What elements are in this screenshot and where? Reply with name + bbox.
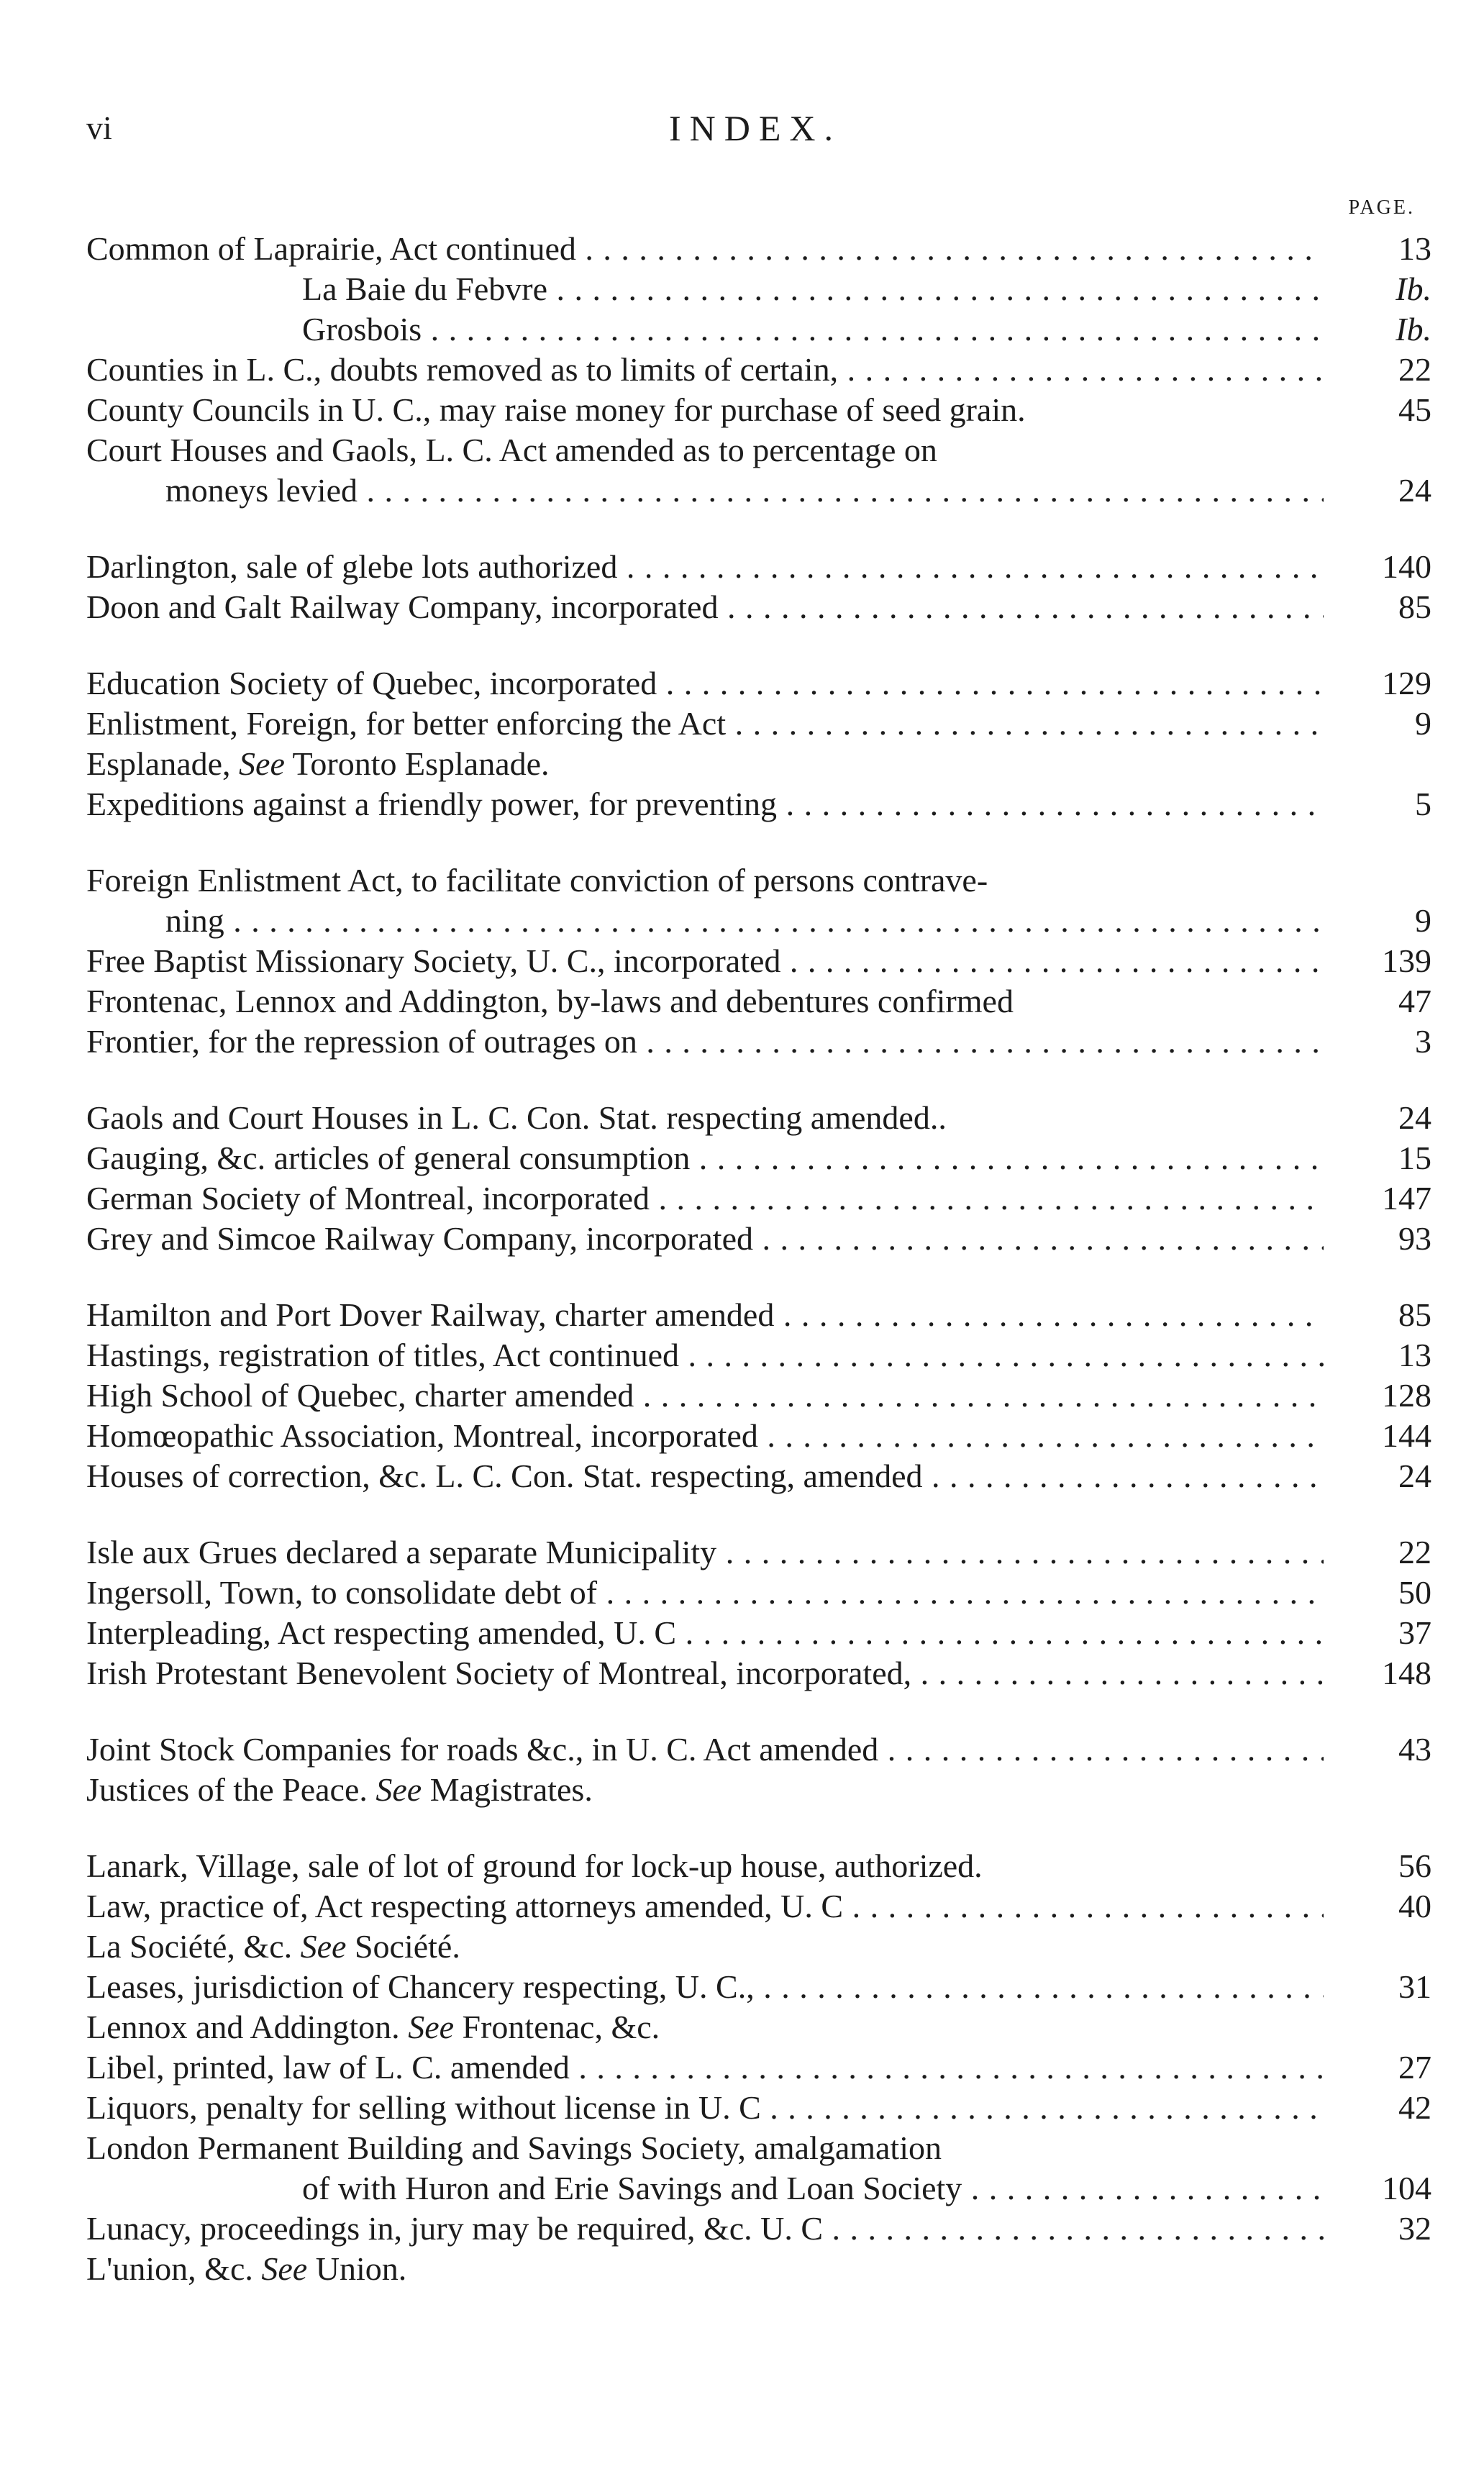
page-reference: 5 bbox=[1415, 786, 1431, 822]
page-reference: 42 bbox=[1398, 2089, 1431, 2126]
entry-text bbox=[86, 744, 1324, 784]
entry-text bbox=[86, 663, 1324, 704]
entry-heading: Libel, printed, law of L. C. amended . . . bbox=[86, 2047, 1324, 2088]
page-reference: 24 bbox=[1398, 472, 1431, 509]
page-reference: 24 bbox=[1398, 1099, 1431, 1136]
page-reference: 47 bbox=[1398, 983, 1431, 1019]
entry-heading: Frontenac, Lennox and Addington, by-laws and debentures confirmed bbox=[86, 983, 1014, 1019]
index-entry bbox=[86, 587, 1431, 627]
page-reference: 13 bbox=[1398, 230, 1431, 267]
page-reference: 139 bbox=[1382, 942, 1431, 979]
see-reference: See bbox=[408, 2009, 455, 2045]
entry-heading: Common of Laprairie, Act continued . . . bbox=[86, 229, 1324, 269]
entry-text bbox=[86, 587, 1324, 627]
index-group bbox=[86, 1846, 1431, 2289]
entry-text bbox=[86, 704, 1324, 744]
index-group bbox=[86, 1098, 1431, 1259]
page-reference: Ib. bbox=[1396, 311, 1431, 347]
entry-text bbox=[86, 1098, 1324, 1138]
entry-text bbox=[86, 1178, 1324, 1219]
index-entry bbox=[86, 704, 1431, 744]
entry-heading: German Society of Montreal, incorporated . . . bbox=[86, 1178, 1324, 1219]
see-target: Société. bbox=[346, 1928, 460, 1965]
index-entry bbox=[86, 744, 1431, 784]
entry-text bbox=[86, 2047, 1324, 2088]
entry-text bbox=[86, 2209, 1324, 2249]
entry-heading: Doon and Galt Railway Company, incorporated . . . bbox=[86, 587, 1324, 627]
entry-text bbox=[86, 1416, 1324, 1456]
index-group bbox=[86, 1532, 1431, 1693]
entry-text bbox=[86, 390, 1324, 430]
page-number: vi bbox=[86, 109, 112, 146]
entry-text bbox=[86, 1532, 1324, 1573]
index-group bbox=[86, 860, 1431, 1062]
index-entry bbox=[86, 2088, 1431, 2128]
see-target: Magistrates. bbox=[422, 1771, 593, 1808]
index-entry bbox=[86, 2249, 1431, 2289]
entry-continuation: of with Huron and Erie Savings and Loan Society . . . bbox=[86, 2168, 1324, 2209]
page-reference: 40 bbox=[1398, 1888, 1431, 1924]
page-reference: 148 bbox=[1382, 1655, 1431, 1691]
entry-heading: High School of Quebec, charter amended . . . bbox=[86, 1376, 1324, 1416]
entry-heading: Frontier, for the repression of outrages on . . . bbox=[86, 1022, 1324, 1062]
page-reference: 9 bbox=[1415, 705, 1431, 742]
entry-text bbox=[86, 1927, 1324, 1967]
index-entry bbox=[86, 1178, 1431, 1219]
entry-text bbox=[86, 2007, 1324, 2047]
entry-text bbox=[86, 860, 1324, 941]
entry-heading: Foreign Enlistment Act, to facilitate conviction of persons contrave- bbox=[86, 862, 988, 899]
entry-heading: Gaols and Court Houses in L. C. Con. Stat. respecting amended.. bbox=[86, 1099, 947, 1136]
entry-text bbox=[86, 1967, 1324, 2007]
entry-heading: Counties in L. C., doubts removed as to limits of certain, . . . bbox=[86, 350, 1324, 390]
see-target: Union. bbox=[307, 2250, 407, 2287]
entry-text bbox=[86, 1138, 1324, 1178]
page-reference: 27 bbox=[1398, 2049, 1431, 2086]
entry-heading: London Permanent Building and Savings Society, amalgamation bbox=[86, 2129, 942, 2166]
entry-heading: Homœopathic Association, Montreal, incorporated . . . bbox=[86, 1416, 1324, 1456]
index-entry bbox=[86, 1138, 1431, 1178]
index-entry bbox=[86, 1927, 1431, 1967]
index-entry bbox=[86, 390, 1431, 430]
page-reference: 43 bbox=[1398, 1731, 1431, 1768]
page-reference: 140 bbox=[1382, 548, 1431, 585]
entry-heading: La Baie du Febvre . . . bbox=[302, 269, 1324, 309]
index-entry bbox=[86, 1335, 1431, 1376]
index-entry bbox=[86, 1532, 1431, 1573]
page-reference: 85 bbox=[1398, 588, 1431, 625]
page-reference: Ib. bbox=[1396, 270, 1431, 307]
entry-heading: Lennox and Addington. bbox=[86, 2009, 409, 2045]
entry-continuation: ning . . . bbox=[86, 901, 1324, 941]
entry-text bbox=[86, 784, 1324, 824]
index-entry bbox=[86, 2128, 1431, 2209]
entry-text bbox=[86, 981, 1324, 1022]
index-entry bbox=[86, 229, 1431, 269]
entry-text bbox=[86, 2128, 1324, 2209]
see-reference: See bbox=[375, 1771, 422, 1808]
page-reference: 31 bbox=[1398, 1968, 1431, 2005]
entry-heading: Gauging, &c. articles of general consumption . . . bbox=[86, 1138, 1324, 1178]
entry-heading: La Société, &c. bbox=[86, 1928, 301, 1965]
entry-text bbox=[86, 1456, 1324, 1496]
entry-heading: Hamilton and Port Dover Railway, charter amended . . . bbox=[86, 1295, 1324, 1335]
index-group bbox=[86, 547, 1431, 627]
index-entry bbox=[86, 1846, 1431, 1886]
index-entry bbox=[86, 1098, 1431, 1138]
page-reference: 13 bbox=[1398, 1337, 1431, 1373]
index-list bbox=[86, 229, 1431, 2325]
index-entry bbox=[86, 1613, 1431, 1653]
index-group bbox=[86, 663, 1431, 824]
index-entry bbox=[86, 784, 1431, 824]
index-entry bbox=[86, 1295, 1431, 1335]
entry-heading: Enlistment, Foreign, for better enforcing the Act . . . bbox=[86, 704, 1324, 744]
index-entry bbox=[86, 1770, 1431, 1810]
page-reference: 129 bbox=[1382, 665, 1431, 701]
entry-text bbox=[86, 269, 1324, 309]
entry-heading: Darlington, sale of glebe lots authorized . . . bbox=[86, 547, 1324, 587]
see-reference: See bbox=[261, 2250, 308, 2287]
index-entry bbox=[86, 981, 1431, 1022]
index-group bbox=[86, 229, 1431, 511]
page-column-label: PAGE. bbox=[1348, 196, 1415, 219]
entry-heading: Law, practice of, Act respecting attorneys amended, U. C . . . bbox=[86, 1886, 1324, 1927]
entry-heading: Interpleading, Act respecting amended, U. C . . . bbox=[86, 1613, 1324, 1653]
entry-text bbox=[86, 350, 1324, 390]
index-entry bbox=[86, 1022, 1431, 1062]
entry-heading: Grey and Simcoe Railway Company, incorporated . . . bbox=[86, 1219, 1324, 1259]
entry-heading: Justices of the Peace. bbox=[86, 1771, 376, 1808]
page-title: INDEX. bbox=[668, 108, 842, 148]
entry-text bbox=[86, 1653, 1324, 1693]
index-entry bbox=[86, 1886, 1431, 1927]
entry-text bbox=[86, 1886, 1324, 1927]
page-reference: 22 bbox=[1398, 1534, 1431, 1570]
page-reference: 9 bbox=[1415, 902, 1431, 939]
index-group bbox=[86, 1295, 1431, 1496]
index-entry bbox=[86, 1573, 1431, 1613]
index-entry bbox=[86, 309, 1431, 350]
entry-text bbox=[86, 1846, 1324, 1886]
see-reference: See bbox=[300, 1928, 347, 1965]
entry-text bbox=[86, 1376, 1324, 1416]
entry-heading: Hastings, registration of titles, Act continued . . . bbox=[86, 1335, 1324, 1376]
entry-text bbox=[86, 309, 1324, 350]
entry-heading: Education Society of Quebec, incorporated . . . bbox=[86, 663, 1324, 704]
entry-heading: Isle aux Grues declared a separate Municipality . . . bbox=[86, 1532, 1324, 1573]
page-reference: 45 bbox=[1398, 391, 1431, 428]
entry-text bbox=[86, 1219, 1324, 1259]
entry-heading: Liquors, penalty for selling without license in U. C . . . bbox=[86, 2088, 1324, 2128]
index-entry bbox=[86, 860, 1431, 941]
entry-text bbox=[86, 1770, 1324, 1810]
index-entry bbox=[86, 1456, 1431, 1496]
page-reference: 32 bbox=[1398, 2210, 1431, 2247]
index-entry bbox=[86, 941, 1431, 981]
index-entry bbox=[86, 269, 1431, 309]
entry-heading: Irish Protestant Benevolent Society of Montreal, incorporated, . . . bbox=[86, 1653, 1324, 1693]
see-target: Frontenac, &c. bbox=[454, 2009, 660, 2045]
entry-text bbox=[86, 1295, 1324, 1335]
entry-text bbox=[86, 1022, 1324, 1062]
index-group bbox=[86, 1729, 1431, 1810]
index-entry bbox=[86, 1653, 1431, 1693]
see-reference: See bbox=[239, 745, 285, 782]
entry-heading: Lanark, Village, sale of lot of ground for lock-up house, authorized. bbox=[86, 1847, 983, 1884]
entry-heading: Court Houses and Gaols, L. C. Act amended as to percentage on bbox=[86, 432, 937, 468]
entry-text bbox=[86, 229, 1324, 269]
entry-heading: Grosbois . . . bbox=[302, 309, 1324, 350]
index-entry bbox=[86, 1219, 1431, 1259]
entry-heading: Houses of correction, &c. L. C. Con. Stat. respecting, amended . . . bbox=[86, 1456, 1324, 1496]
entry-heading: Joint Stock Companies for roads &c., in U. C. Act amended . . . bbox=[86, 1729, 1324, 1770]
page-reference: 22 bbox=[1398, 351, 1431, 388]
entry-continuation: moneys levied . . . bbox=[86, 470, 1324, 511]
entry-heading: L'union, &c. bbox=[86, 2250, 262, 2287]
entry-text bbox=[86, 1335, 1324, 1376]
page-reference: 128 bbox=[1382, 1377, 1431, 1414]
entry-text bbox=[86, 2088, 1324, 2128]
entry-text bbox=[86, 547, 1324, 587]
entry-text bbox=[86, 430, 1324, 511]
see-target: Toronto Esplanade. bbox=[284, 745, 550, 782]
index-entry bbox=[86, 1416, 1431, 1456]
index-entry bbox=[86, 547, 1431, 587]
entry-heading: Lunacy, proceedings in, jury may be required, &c. U. C . . . bbox=[86, 2209, 1324, 2249]
index-entry bbox=[86, 350, 1431, 390]
page-reference: 15 bbox=[1398, 1140, 1431, 1176]
entry-heading: County Councils in U. C., may raise money for purchase of seed grain. bbox=[86, 391, 1026, 428]
entry-text bbox=[86, 1573, 1324, 1613]
entry-heading: Expeditions against a friendly power, for preventing . . . bbox=[86, 784, 1324, 824]
index-entry bbox=[86, 1376, 1431, 1416]
page-reference: 104 bbox=[1382, 2170, 1431, 2206]
index-entry bbox=[86, 2209, 1431, 2249]
page-reference: 144 bbox=[1382, 1417, 1431, 1454]
entry-heading: Esplanade, bbox=[86, 745, 240, 782]
entry-text bbox=[86, 941, 1324, 981]
index-entry bbox=[86, 430, 1431, 511]
index-entry bbox=[86, 663, 1431, 704]
index-entry bbox=[86, 2007, 1431, 2047]
index-entry bbox=[86, 1967, 1431, 2007]
page-reference: 3 bbox=[1415, 1023, 1431, 1060]
page-reference: 37 bbox=[1398, 1614, 1431, 1651]
index-entry bbox=[86, 1729, 1431, 1770]
entry-heading: Leases, jurisdiction of Chancery respecting, U. C., . . . bbox=[86, 1967, 1324, 2007]
entry-text bbox=[86, 2249, 1324, 2289]
entry-text bbox=[86, 1729, 1324, 1770]
entry-text bbox=[86, 1613, 1324, 1653]
page-reference: 85 bbox=[1398, 1296, 1431, 1333]
page-reference: 24 bbox=[1398, 1458, 1431, 1494]
page-reference: 93 bbox=[1398, 1220, 1431, 1257]
entry-heading: Ingersoll, Town, to consolidate debt of . . . bbox=[86, 1573, 1324, 1613]
page-reference: 56 bbox=[1398, 1847, 1431, 1884]
index-entry bbox=[86, 2047, 1431, 2088]
page-reference: 147 bbox=[1382, 1180, 1431, 1217]
page-reference: 50 bbox=[1398, 1574, 1431, 1611]
entry-heading: Free Baptist Missionary Society, U. C., incorporated . . . bbox=[86, 941, 1324, 981]
